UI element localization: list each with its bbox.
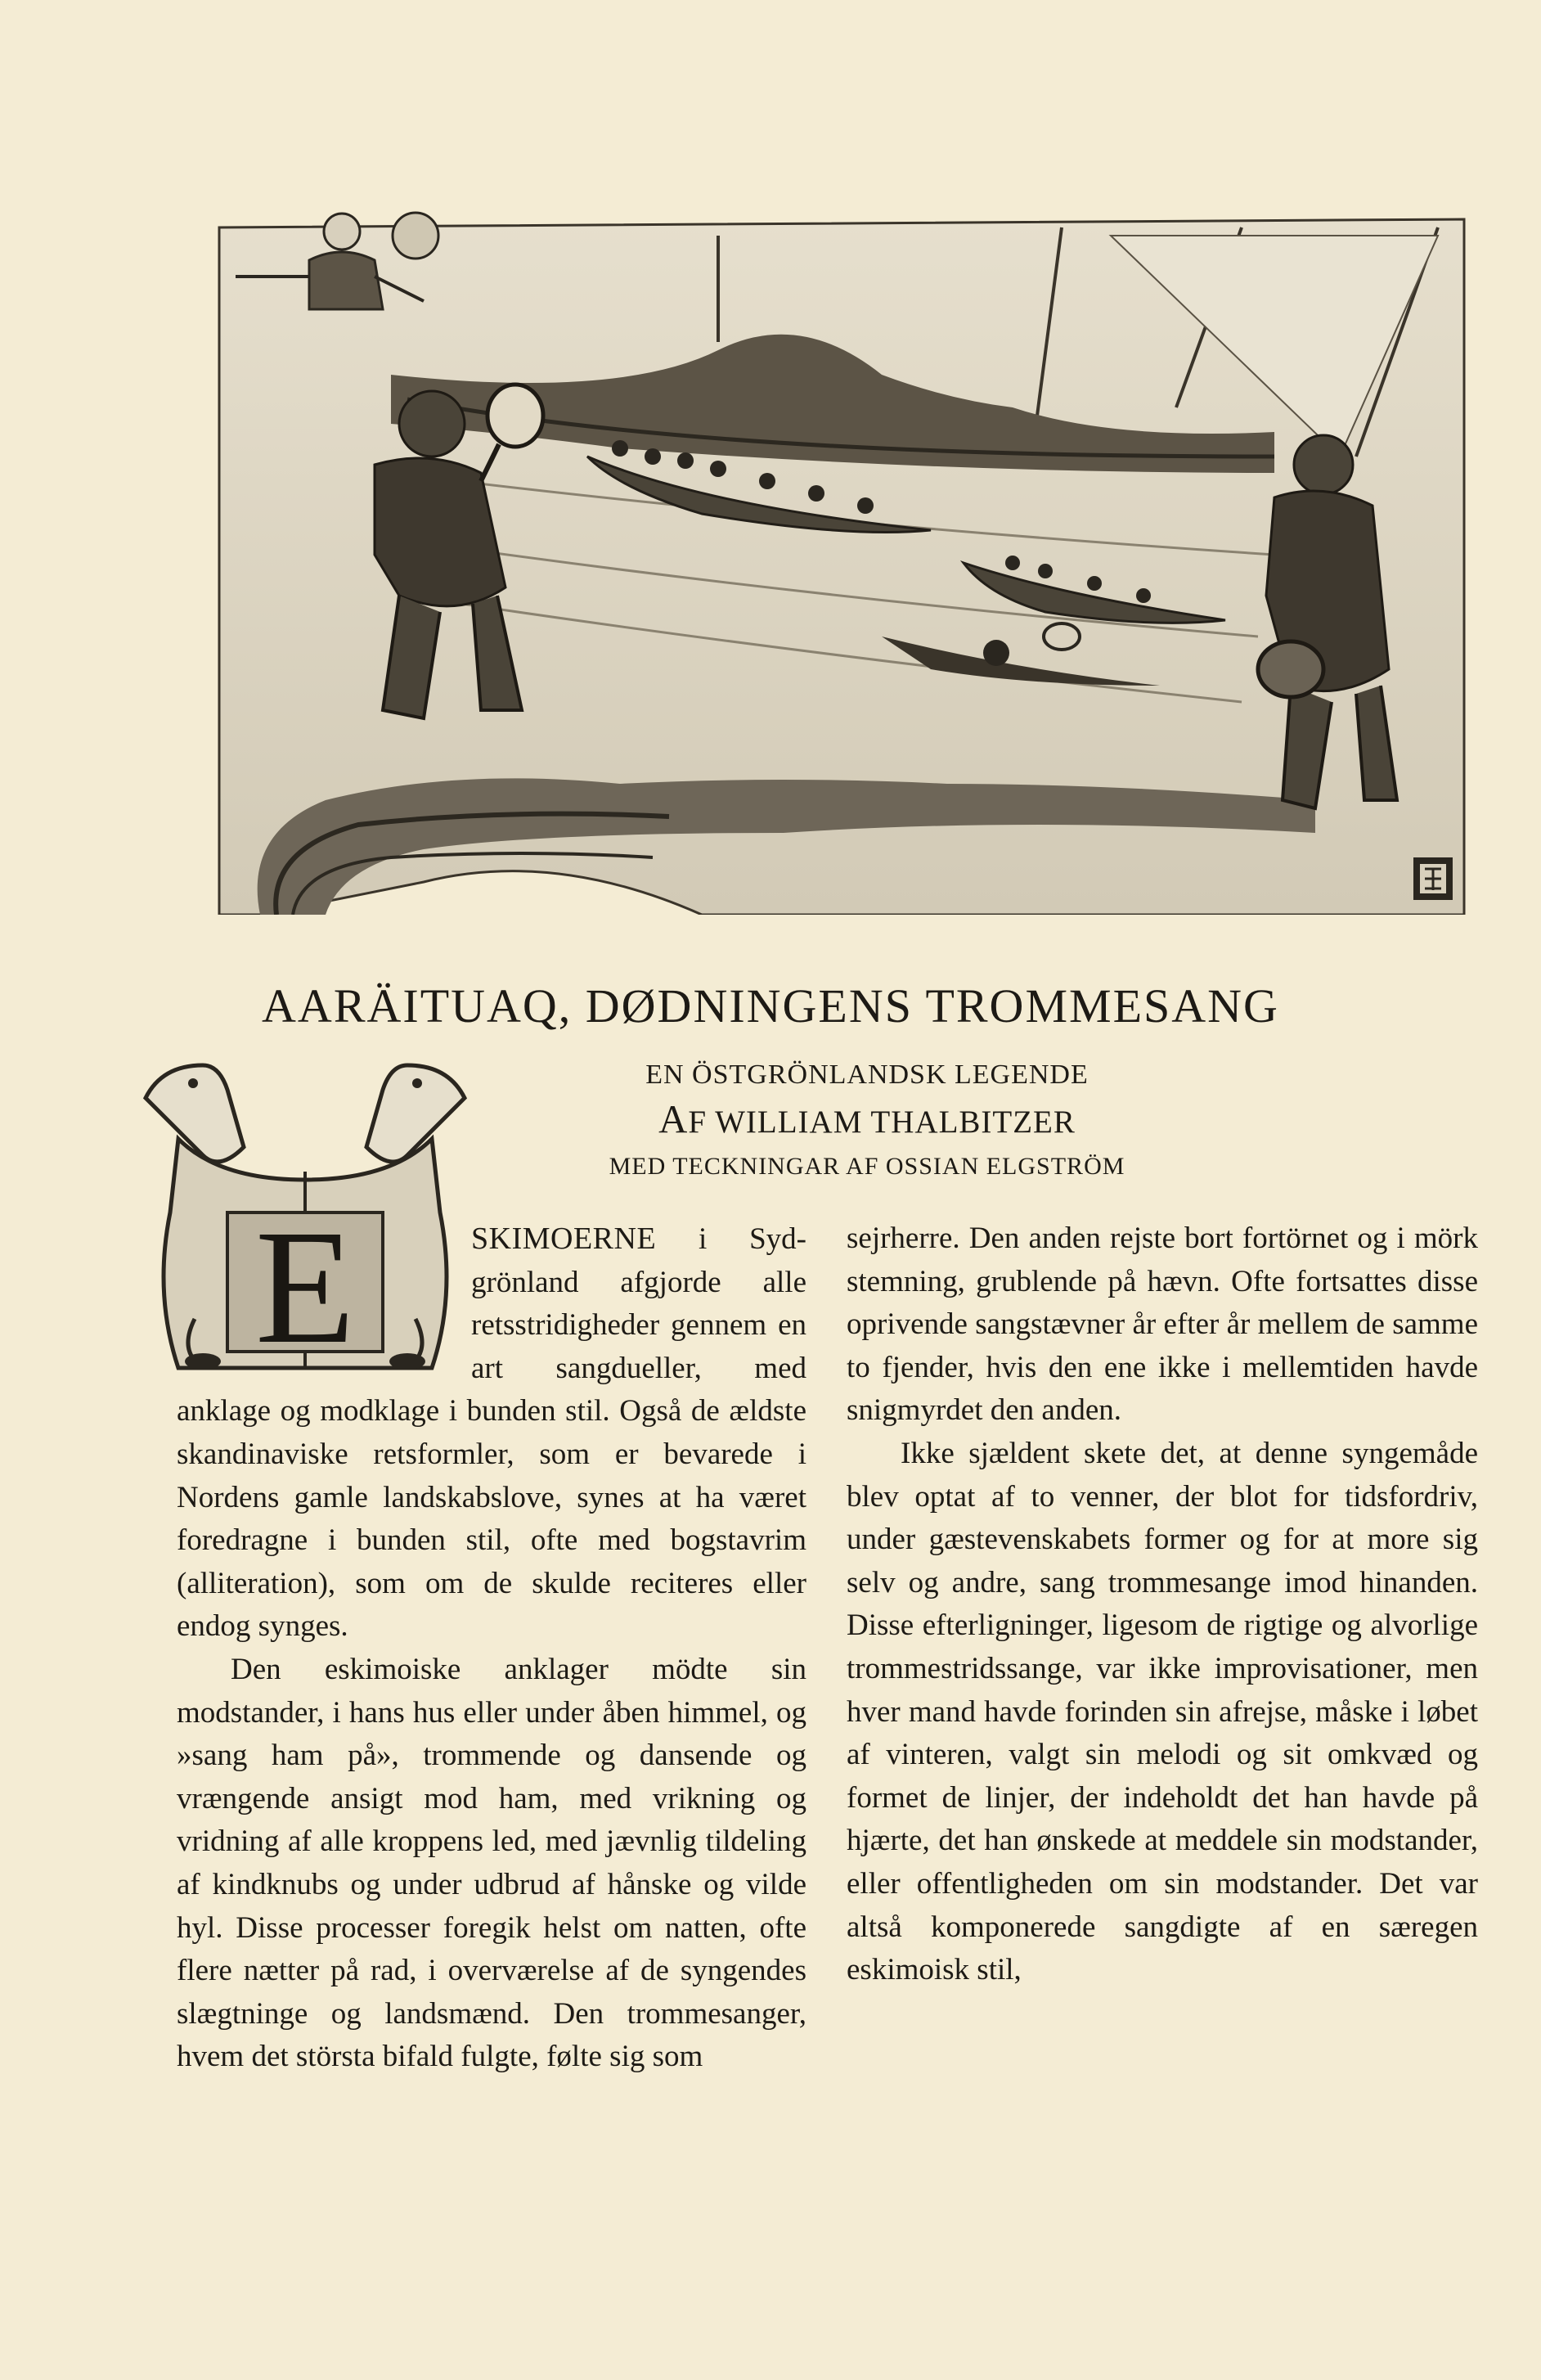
- article-subtitle: EN ÖSTGRÖNLANDSK LEGENDE: [645, 1060, 1089, 1090]
- article-title: AARÄITUAQ, DØDNINGENS TROMMESANG: [262, 979, 1279, 1033]
- header-illustration: [211, 211, 1471, 915]
- author-line: [458, 1096, 1276, 1145]
- byline-block: [458, 1054, 1276, 1188]
- opening-word: SKIMOERNE: [471, 1221, 657, 1256]
- author-prefix-rest: F: [688, 1105, 708, 1140]
- right-column: [847, 1217, 1478, 1992]
- artist-seal-icon: [1413, 857, 1453, 900]
- drop-cap-letter: E: [254, 1197, 356, 1378]
- author-prefix-cap: A: [658, 1097, 689, 1141]
- left-column: [177, 1217, 806, 2079]
- left-paragraph-1-text: i Sydgrönland afgjorde alle retsstridigheder gennem en art sangdueller, med anklage og modklage i bunden stil. Også de ældste skandinaviske retsformler, som er bevarede i Nordens gamle landskabslove, synes at ha været foredragne i bunden stil, ofte med bogstavrim (alliteration), som om de skulde reciteres eller endog synges.: [177, 1222, 806, 1644]
- right-paragraph-2: Ikke sjældent skete det, at denne syngemåde blev optat af to venner, der blot for tidsfordriv, under gæstevenskabets former og for at more sig selv og andre, sang trommesange imod hinanden. Disse efterligninger, ligesom de rigtige og alvorlige trommestridssange, var ikke improvisationer, men hver mand havde forinden sin afrejse, måske i løbet af vinteren, valgt sin melodi og sit omkvæd og formet de linjer, der indeholdt det han havde på hjærte, det han ønskede at meddele sin modstander, eller offentligheden om sin modstander. Det var altså komponerede sangdigte af en særegen eskimoisk stil,: [847, 1436, 1478, 1987]
- illustrator-line: MED TECKNINGAR AF OSSIAN ELGSTRÖM: [609, 1153, 1125, 1180]
- author-name: WILLIAM THALBITZER: [715, 1105, 1076, 1140]
- right-paragraph-1: sejrherre. Den anden rejste bort fortörnet og i mörk stemning, grublende på hævn. Ofte fortsattes disse oprivende sangstævner år efter år mellem de samme to fjender, hvis den ene ikke i mellemtiden havde snigmyrdet den anden.: [847, 1221, 1478, 1428]
- drum-song-illustration: [211, 211, 1471, 915]
- left-paragraph-2: Den eskimoiske anklager mödte sin modstander, i hans hus eller under åben himmel, og »sang ham på», trommende og dansende og vrængende ansigt mod ham, med vrikning og vridning af alle kroppens led, med jævnlig tildeling af kindknubs og under udbrud af hånske og vilde hyl. Disse processer foregik helst om natten, ofte flere nætter på rad, i overværelse af de syngendes slægtninge og landsmænd. Den trommesanger, hvem det största bifald fulgte, følte sig som: [177, 1652, 806, 2074]
